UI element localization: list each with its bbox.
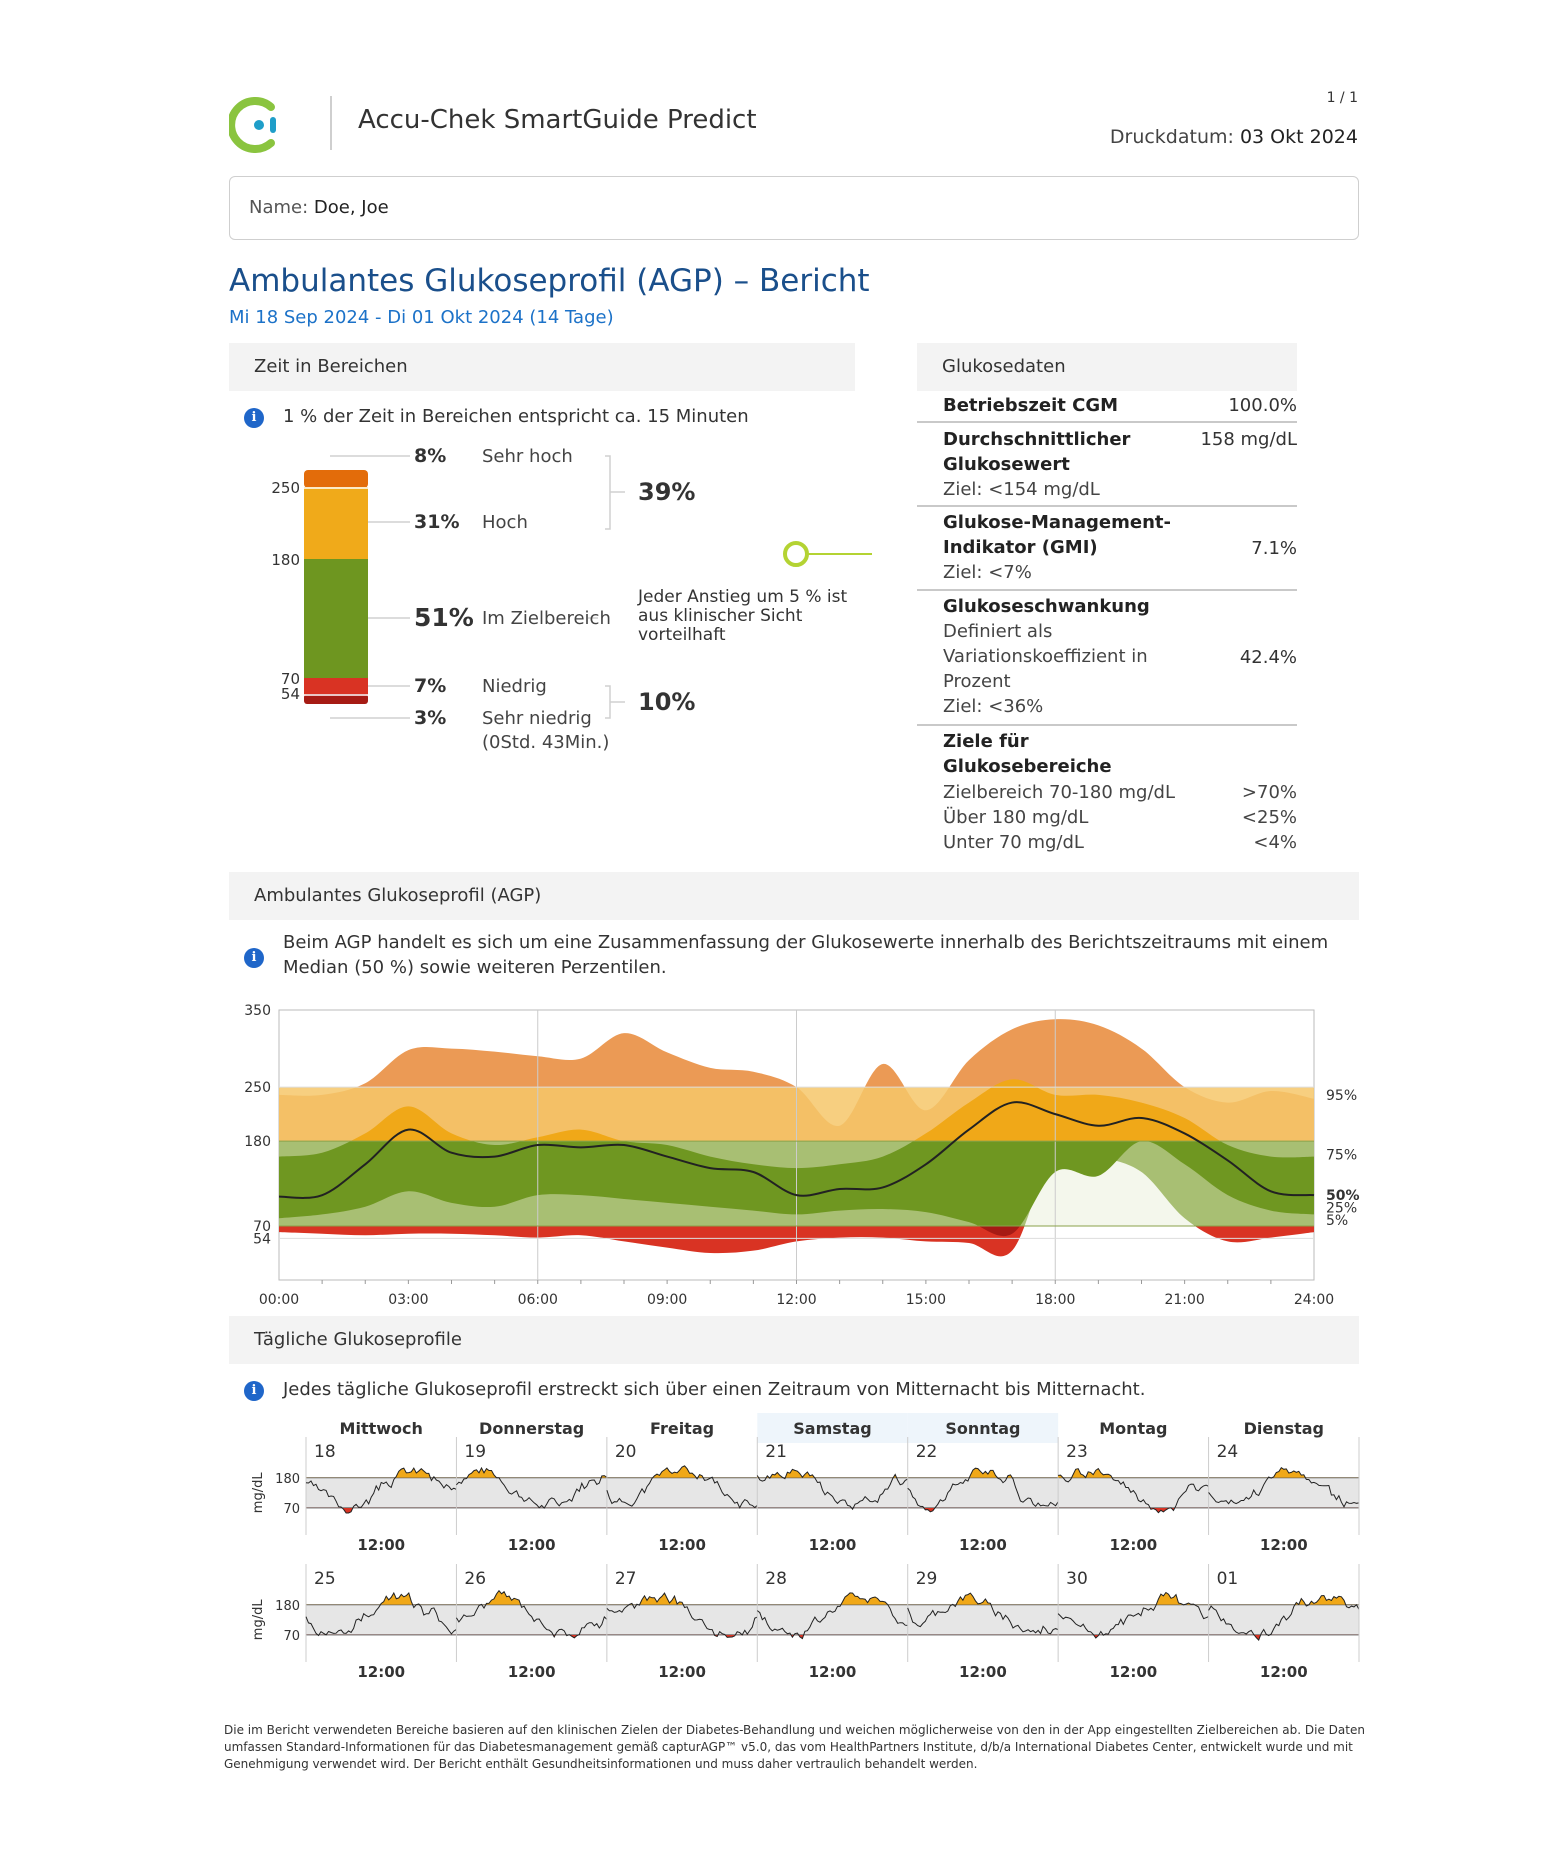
daily-x-tick: 12:00 — [808, 1663, 857, 1680]
tir-tick-54: 54 — [280, 685, 300, 703]
tir-very-low-label: Sehr niedrig — [482, 708, 592, 729]
agp-heading: Ambulantes Glukoseprofil (AGP) — [229, 872, 1359, 920]
cv-target: Ziel: <36% — [943, 696, 1044, 717]
agp-y-tick: 70 — [253, 1219, 271, 1235]
agp-x-tick: 00:00 — [258, 1292, 300, 1308]
daily-x-tick: 12:00 — [959, 1536, 1007, 1554]
cv-value: 42.4% — [1239, 647, 1297, 668]
target-label: Unter 70 mg/dL — [943, 832, 1084, 853]
divider — [917, 589, 1297, 591]
tir-info-text: 1 % der Zeit in Bereichen entspricht ca. 15 Minuten — [283, 406, 749, 427]
agp-percentile-label: 50% — [1326, 1188, 1360, 1205]
agp-percentile-label: 5% — [1326, 1212, 1349, 1229]
daily-x-tick: 12:00 — [357, 1663, 406, 1680]
day-number: 19 — [464, 1442, 487, 1462]
day-number: 01 — [1216, 1569, 1239, 1589]
agp-x-tick: 21:00 — [1164, 1292, 1205, 1308]
agp-x-tick: 18:00 — [1035, 1292, 1076, 1308]
daily-x-tick: 12:00 — [507, 1663, 556, 1680]
day-number: 25 — [314, 1569, 336, 1589]
agp-x-tick: 03:00 — [388, 1292, 429, 1308]
cv-desc-2: Variationskoeffizient in — [943, 646, 1148, 667]
day-number: 22 — [915, 1442, 938, 1462]
daily-x-tick: 12:00 — [1109, 1663, 1158, 1680]
avg-glucose-row — [943, 427, 1297, 502]
target-value: <25% — [1241, 807, 1297, 828]
gmi-target: Ziel: <7% — [943, 562, 1032, 583]
day-number: 24 — [1216, 1442, 1239, 1462]
divider — [917, 505, 1297, 507]
agp-x-tick: 09:00 — [646, 1292, 688, 1308]
info-icon: i — [244, 1381, 264, 1401]
avg-label-2: Glukosewert — [943, 454, 1070, 475]
day-number: 23 — [1066, 1442, 1088, 1462]
cv-desc-1: Definiert als — [943, 621, 1053, 642]
weekday-label: Samstag — [793, 1419, 872, 1438]
bar-very-high — [304, 470, 368, 488]
day-number: 27 — [614, 1569, 637, 1589]
bar-low — [304, 678, 368, 695]
daily-x-tick: 12:00 — [959, 1663, 1007, 1680]
day-number: 26 — [464, 1569, 487, 1589]
app-logo — [229, 97, 289, 153]
day-number: 30 — [1066, 1569, 1088, 1589]
day-number: 21 — [765, 1442, 787, 1462]
cv-row — [943, 594, 1297, 719]
gmi-value: 7.1% — [1251, 538, 1297, 559]
tir-tick-70: 70 — [280, 670, 300, 688]
tir-low-pct: 7% — [414, 675, 447, 697]
agp-percentile-label: 75% — [1326, 1147, 1358, 1164]
target-label: Über 180 mg/dL — [943, 807, 1089, 828]
print-date-value: 03 Okt 2024 — [1239, 126, 1358, 148]
tir-above-total: 39% — [638, 478, 696, 506]
info-icon: i — [244, 408, 264, 428]
day-number: 29 — [915, 1569, 938, 1589]
glucose-data-heading: Glukosedaten — [917, 343, 1297, 391]
tir-connectors — [330, 456, 625, 718]
daily-x-tick: 12:00 — [808, 1536, 857, 1554]
avg-label-1: Durchschnittlicher — [943, 429, 1131, 450]
agp-percentile-label: 95% — [1326, 1087, 1358, 1104]
print-date-label: Druckdatum: — [1109, 126, 1234, 148]
print-date — [1110, 126, 1358, 148]
daily-x-tick: 12:00 — [1109, 1536, 1158, 1554]
footer-disclaimer: Die im Bericht verwendeten Bereiche basieren auf den klinischen Zielen der Diabetes-Behandlung und weichen möglicherweise von den in der App eingestellten Zielbereichen ab. Die Daten umfassen Standard-Informationen für das Diabetesmanagement gemäß capturAGP™ v5.0, das vom HealthPartners Institute, d/b/a International Diabetes Center, entwickelt wurde und mit Genehmigung verwendet wird. Der Bericht enthält Gesundheitsinformationen und muss daher vertraulich behandelt werden. — [224, 1723, 1365, 1771]
agp-y-tick: 250 — [244, 1080, 271, 1097]
report-date-range: Mi 18 Sep 2024 - Di 01 Okt 2024 (14 Tage) — [229, 307, 614, 328]
tir-callout-text: Jeder Anstieg um 5 % ist aus klinischer Sicht vorteilhaft — [638, 587, 848, 645]
daily-x-tick: 12:00 — [658, 1536, 706, 1554]
app-title: Accu-Chek SmartGuide Predict — [358, 105, 757, 135]
agp-x-tick: 12:00 — [776, 1292, 817, 1308]
page-number: 1 / 1 — [1326, 90, 1358, 106]
report-title: Ambulantes Glukoseprofil (AGP) – Bericht — [229, 263, 870, 299]
header-divider — [330, 96, 332, 150]
time-in-ranges-heading: Zeit in Bereichen — [229, 343, 855, 391]
daily-x-tick: 12:00 — [507, 1536, 556, 1554]
gmi-label-2: Indikator (GMI) — [943, 537, 1098, 558]
day-number: 18 — [314, 1442, 336, 1462]
cgm-active-row — [943, 393, 1297, 418]
tir-very-low-pct: 3% — [414, 707, 447, 729]
daily-info-text: Jedes tägliche Glukoseprofil erstreckt sich über einen Zeitraum von Mitternacht bis Mitternacht. — [283, 1379, 1146, 1400]
name-value: Doe, Joe — [313, 197, 389, 218]
tir-in-range-label: Im Zielbereich — [482, 608, 611, 629]
tir-very-high-pct: 8% — [414, 445, 447, 467]
agp-y-tick: 350 — [244, 1003, 271, 1019]
weekday-label: Dienstag — [1243, 1419, 1325, 1438]
tir-below-total: 10% — [638, 688, 696, 716]
divider — [917, 724, 1297, 726]
weekday-label: Montag — [1099, 1419, 1168, 1438]
bar-high — [304, 487, 368, 560]
targets-label-1: Ziele für — [943, 731, 1029, 752]
callout-ring-icon — [785, 543, 807, 565]
daily-y-axis-label: mg/dL — [251, 1472, 266, 1514]
daily-y-tick-180: 180 — [275, 1471, 300, 1487]
tir-low-label: Niedrig — [482, 676, 547, 697]
name-label: Name: — [249, 197, 309, 218]
weekday-label: Sonntag — [945, 1419, 1021, 1438]
gmi-row — [943, 510, 1297, 585]
tir-bar — [304, 470, 368, 704]
daily-profiles-chart — [229, 1410, 1379, 1680]
target-label: Zielbereich 70-180 mg/dL — [943, 782, 1175, 803]
cv-label: Glukoseschwankung — [943, 596, 1150, 617]
info-icon: i — [244, 948, 264, 968]
weekday-label: Freitag — [650, 1419, 715, 1438]
divider — [917, 421, 1297, 423]
daily-x-tick: 12:00 — [1259, 1536, 1308, 1554]
patient-name — [249, 197, 389, 218]
daily-target-band — [306, 1605, 1359, 1635]
tir-tick-180: 180 — [271, 551, 300, 569]
daily-x-tick: 12:00 — [1259, 1663, 1308, 1680]
agp-percentile-label: 25% — [1326, 1200, 1358, 1217]
gmi-label-1: Glukose-Management- — [943, 512, 1171, 533]
daily-x-tick: 12:00 — [357, 1536, 406, 1554]
daily-heading: Tägliche Glukoseprofile — [229, 1316, 1359, 1364]
target-row-below — [943, 830, 1297, 855]
target-value: >70% — [1241, 782, 1297, 803]
patient-name-box — [229, 176, 1359, 240]
agp-y-tick: 54 — [253, 1231, 271, 1248]
tir-in-range-pct: 51% — [414, 603, 474, 632]
cgm-value: 100.0% — [1228, 395, 1297, 416]
agp-x-tick: 06:00 — [517, 1292, 558, 1308]
agp-x-tick: 15:00 — [905, 1292, 947, 1308]
targets-label-2: Glukosebereiche — [943, 756, 1112, 777]
tir-tick-250: 250 — [271, 479, 300, 497]
daily-y-tick-70: 70 — [283, 1501, 300, 1517]
weekday-label: Donnerstag — [479, 1419, 585, 1438]
day-number: 28 — [765, 1569, 787, 1589]
agp-chart — [229, 995, 1379, 1315]
tir-high-label: Hoch — [482, 512, 528, 533]
target-value: <4% — [1253, 832, 1297, 853]
agp-x-tick: 24:00 — [1293, 1292, 1335, 1308]
daily-target-band — [306, 1478, 1359, 1508]
daily-y-tick-180: 180 — [275, 1598, 300, 1614]
tir-high-pct: 31% — [414, 511, 460, 533]
range-targets-heading — [943, 729, 1297, 779]
avg-target: Ziel: <154 mg/dL — [943, 479, 1100, 500]
target-row-above — [943, 805, 1297, 830]
daily-y-tick-70: 70 — [283, 1628, 300, 1644]
tir-very-high-label: Sehr hoch — [482, 446, 573, 467]
target-row-in-range — [943, 780, 1297, 805]
tir-very-low-duration: (0Std. 43Min.) — [482, 732, 610, 753]
daily-y-axis-label: mg/dL — [251, 1599, 266, 1641]
agp-info-text: Beim AGP handelt es sich um eine Zusammenfassung der Glukosewerte innerhalb des Berichtszeitraums mit einem Median (50 %) sowie weiteren Perzentilen. — [283, 932, 1329, 978]
bar-in-range — [304, 559, 368, 679]
cgm-label: Betriebszeit CGM — [943, 395, 1119, 416]
agp-y-tick: 180 — [244, 1134, 271, 1151]
weekday-label: Mittwoch — [339, 1419, 423, 1438]
day-number: 20 — [614, 1442, 637, 1462]
daily-x-tick: 12:00 — [658, 1663, 706, 1680]
avg-value: 158 mg/dL — [1200, 429, 1297, 450]
cv-desc-3: Prozent — [943, 671, 1011, 692]
